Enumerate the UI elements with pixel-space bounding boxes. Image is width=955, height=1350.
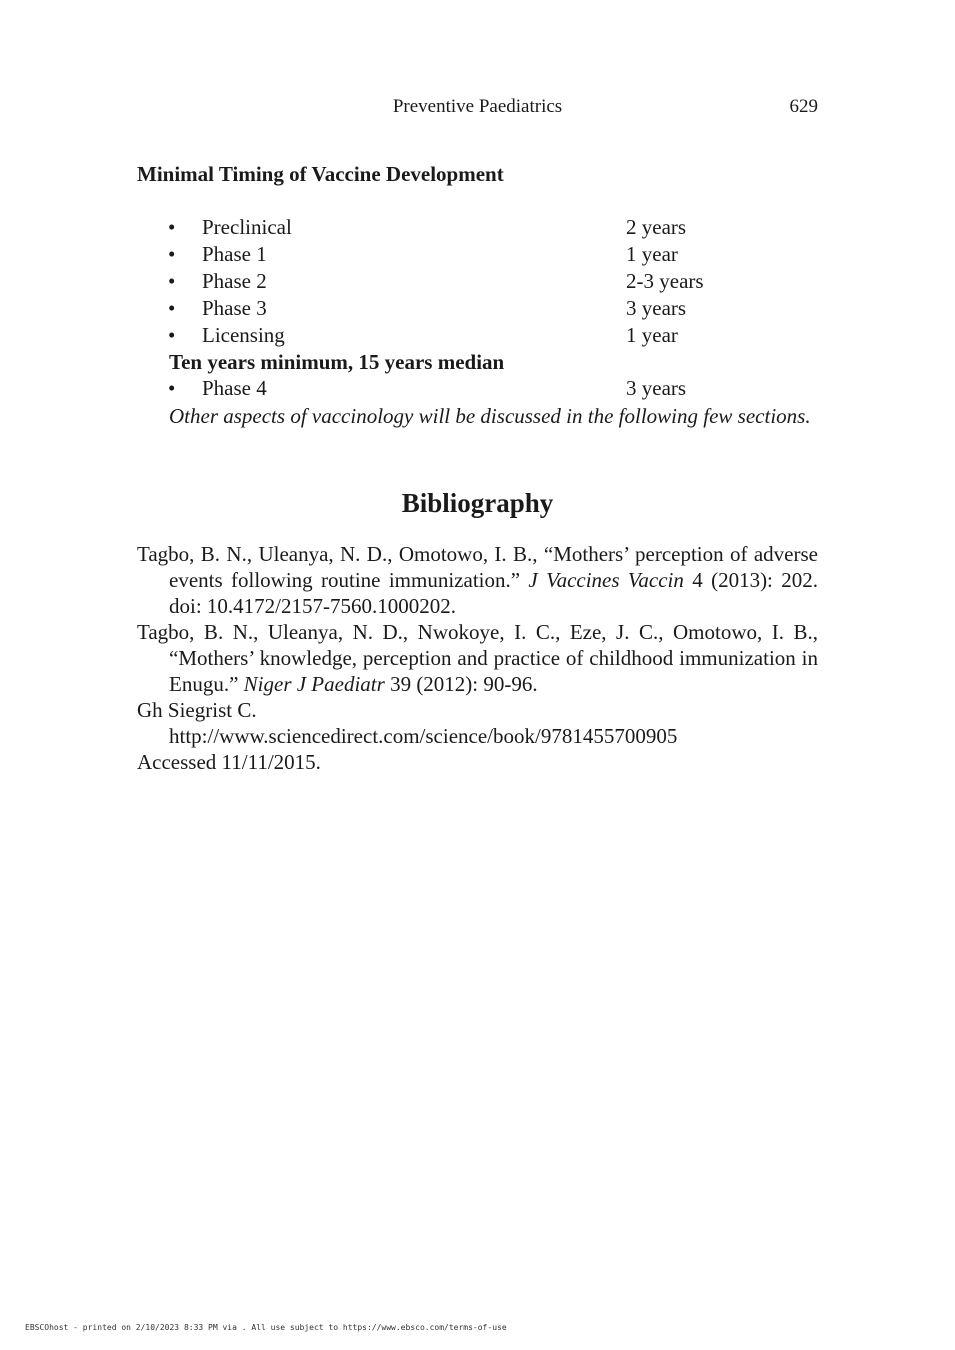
phase-label: Preclinical bbox=[202, 215, 292, 239]
timing-list bbox=[137, 214, 818, 429]
phase-duration: 2-3 years bbox=[626, 269, 704, 293]
bibliography-heading: Bibliography bbox=[401, 488, 554, 518]
phase-duration: 1 year bbox=[626, 323, 678, 347]
bib-entry-text: Tagbo, B. N., Uleanya, N. D., Nwokoye, I. C., Eze, J. C., Omotowo, I. B., “Mothers’ knowledge, perception and practice of childhood immunization in Enugu.” bbox=[137, 620, 818, 696]
bullet-icon: • bbox=[168, 269, 176, 293]
phase-label: Phase 2 bbox=[202, 269, 267, 293]
bullet-icon: • bbox=[168, 376, 176, 400]
running-header bbox=[137, 96, 818, 120]
bib-journal: Niger J Paediatr bbox=[243, 672, 385, 696]
bib-entry-text: Tagbo, B. N., Uleanya, N. D., Omotowo, I. B., “Mothers’ perception of adverse events following routine immunization.” bbox=[137, 542, 818, 592]
bibliography-list bbox=[137, 541, 818, 775]
timing-row-preclinical bbox=[137, 214, 818, 241]
closing-note: Other aspects of vaccinology will be discussed in the following few sections. bbox=[169, 404, 811, 428]
timing-row-phase-2 bbox=[137, 268, 818, 295]
bib-entry-tail: 39 (2012): 90-96. bbox=[384, 672, 538, 696]
timing-row-phase-4 bbox=[137, 375, 818, 402]
bib-web-author: Gh Siegrist C. bbox=[137, 698, 257, 722]
phase-duration: 2 years bbox=[626, 215, 687, 239]
bib-accessed: Accessed 11/11/2015. bbox=[137, 750, 321, 774]
bib-entry bbox=[137, 541, 818, 619]
timing-summary: Ten years minimum, 15 years median bbox=[169, 350, 505, 374]
bullet-icon: • bbox=[168, 242, 176, 266]
footer-note: EBSCOhost - printed on 2/10/2023 8:33 PM via . All use subject to https://www.ebsco.com/terms-of-use bbox=[25, 1323, 507, 1332]
phase-label: Phase 1 bbox=[202, 242, 267, 266]
phase-label: Phase 3 bbox=[202, 296, 267, 320]
bullet-icon: • bbox=[168, 215, 176, 239]
timing-row-phase-3 bbox=[137, 295, 818, 322]
page-number: 629 bbox=[789, 96, 818, 117]
running-title: Preventive Paediatrics bbox=[392, 96, 563, 117]
phase-duration: 3 years bbox=[626, 376, 687, 400]
phase-duration: 3 years bbox=[626, 296, 687, 320]
bib-journal: J Vaccines Vaccin bbox=[528, 568, 684, 592]
phase-label: Phase 4 bbox=[202, 376, 267, 400]
phase-label: Licensing bbox=[202, 323, 285, 347]
timing-section-heading: Minimal Timing of Vaccine Development bbox=[137, 162, 504, 186]
bib-url: http://www.sciencedirect.com/science/book/9781455700905 bbox=[169, 724, 678, 748]
bib-entry-tail: 4 (2013): 202. doi: 10.4172/2157-7560.1000202. bbox=[169, 568, 818, 618]
timing-row-licensing bbox=[137, 322, 818, 349]
phase-duration: 1 year bbox=[626, 242, 678, 266]
timing-row-phase-1 bbox=[137, 241, 818, 268]
bib-entry bbox=[137, 619, 818, 697]
bullet-icon: • bbox=[168, 323, 176, 347]
bullet-icon: • bbox=[168, 296, 176, 320]
